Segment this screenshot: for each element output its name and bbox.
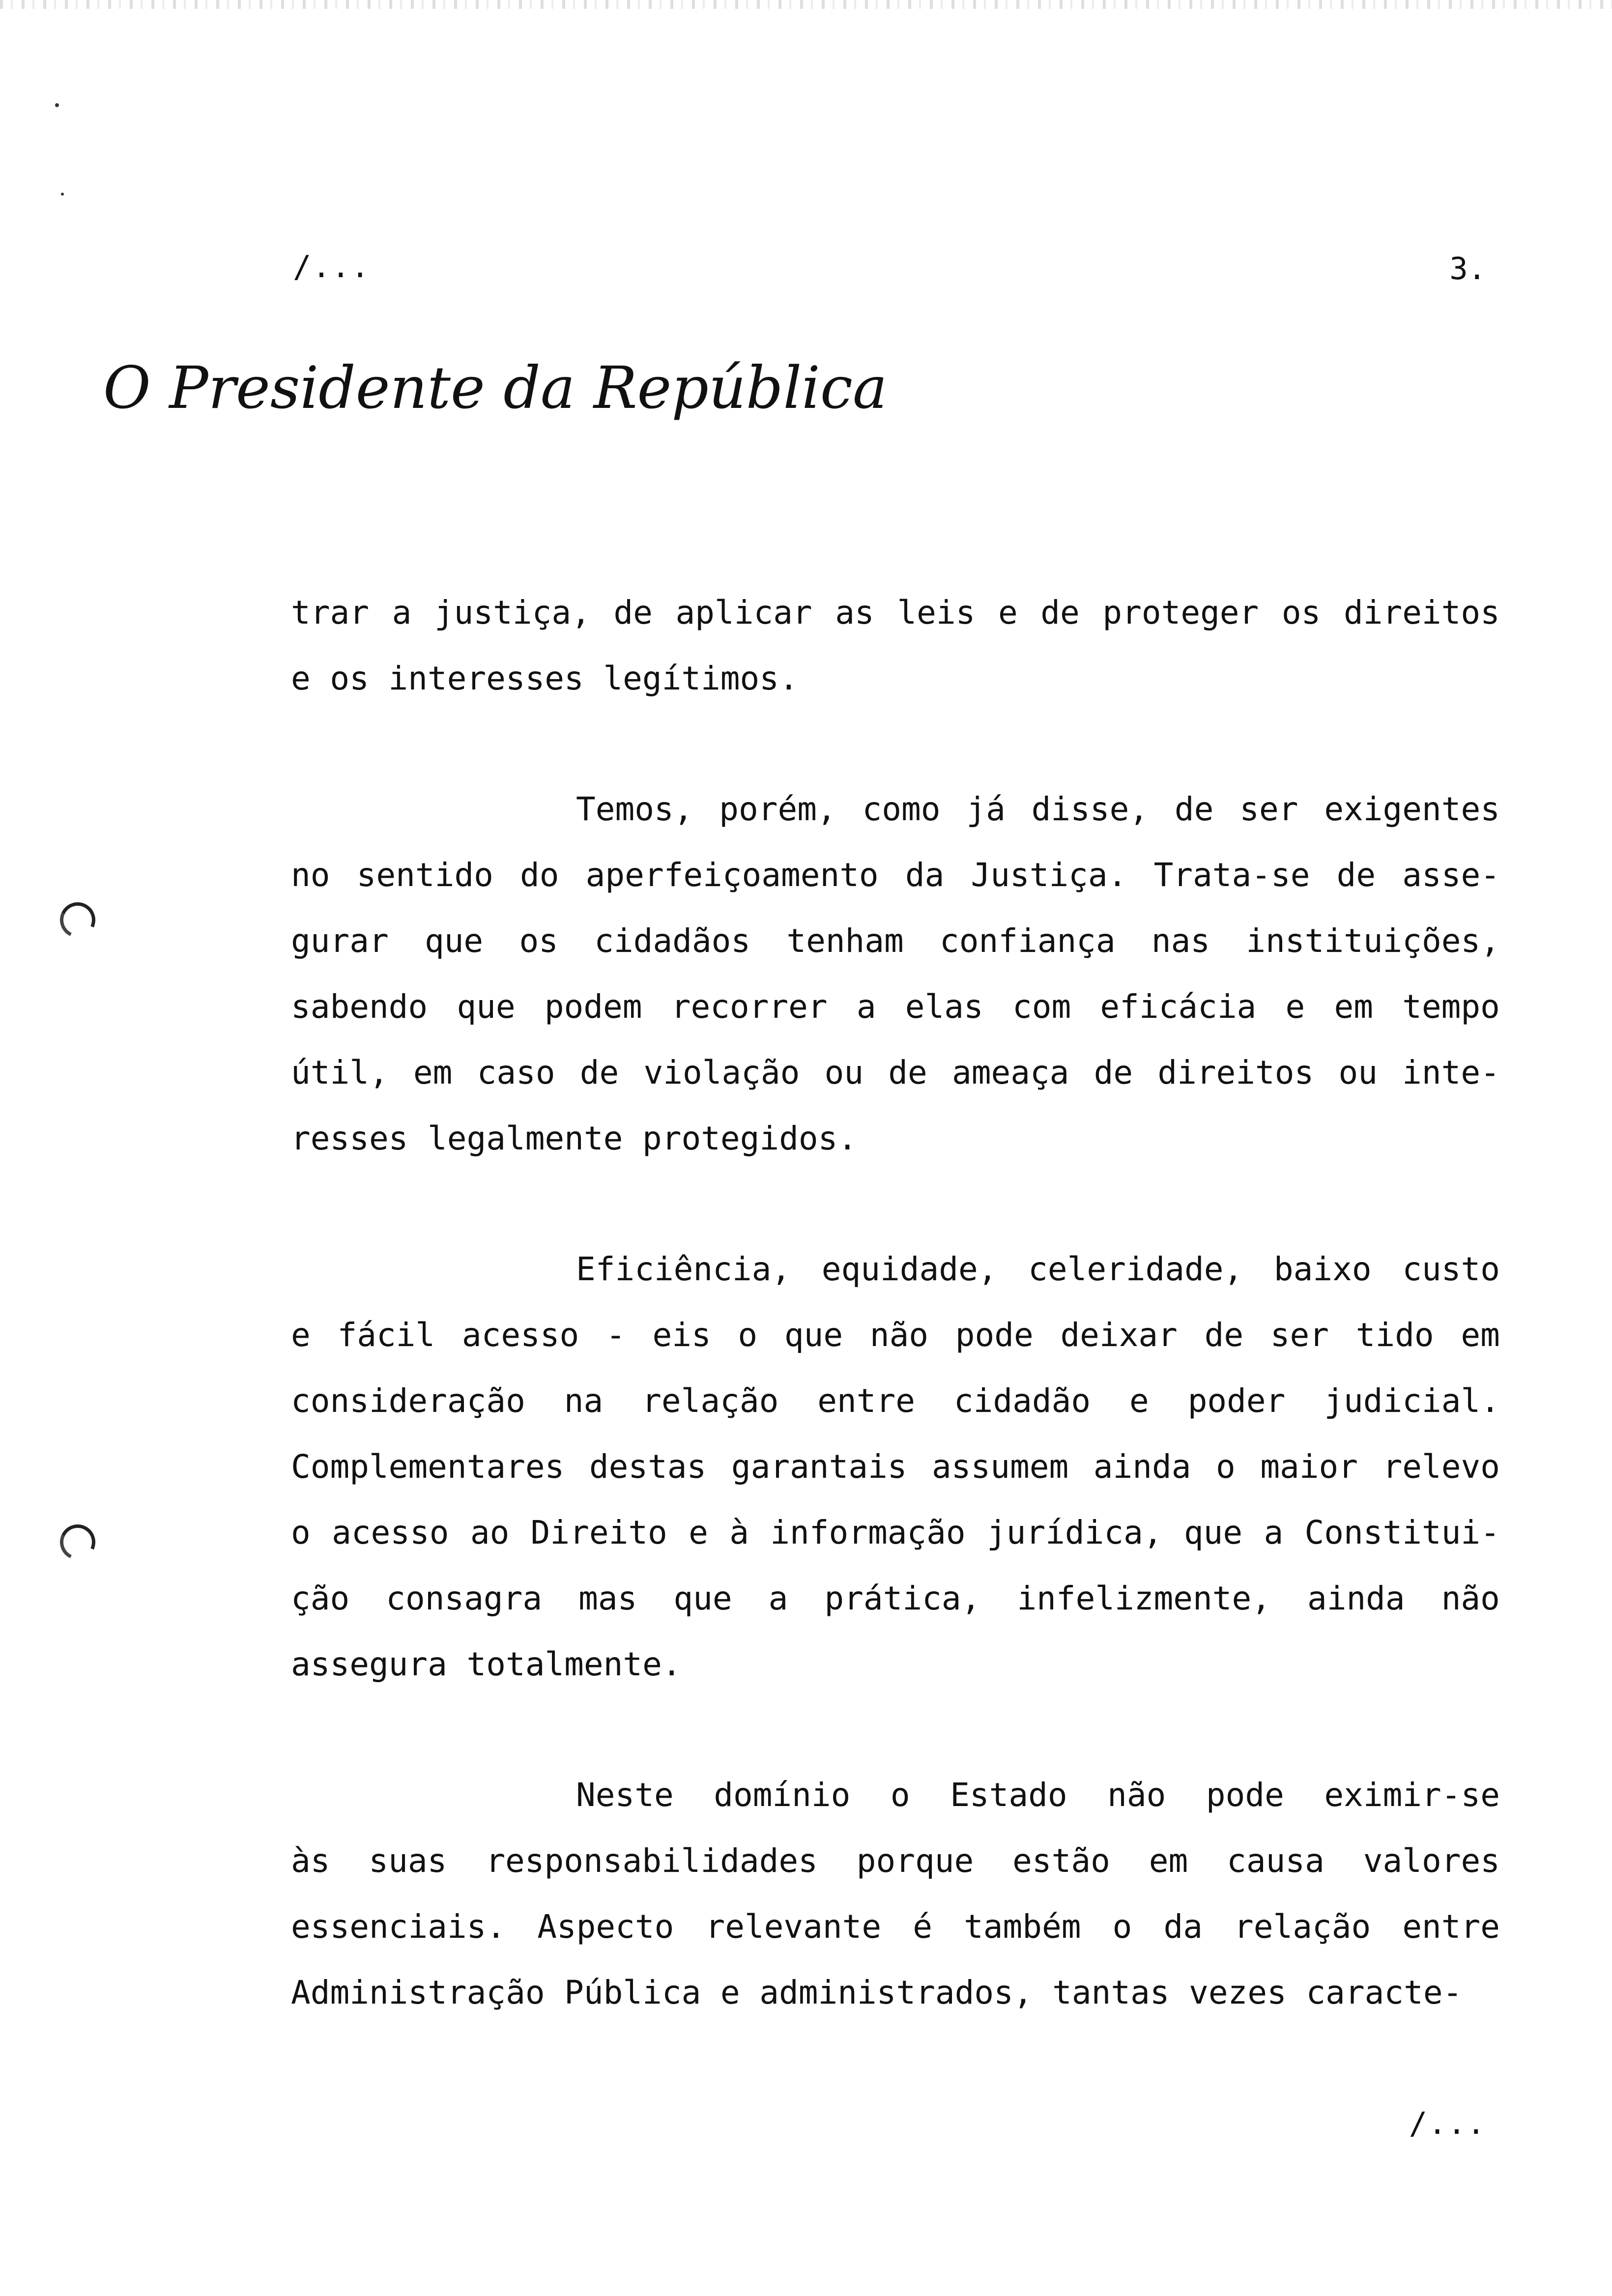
scan-speck <box>61 193 64 196</box>
text-line: ção consagra mas que a prática, infelizmente, ainda não <box>291 1579 1500 1617</box>
text-line: Neste domínio o Estado não pode eximir-se <box>576 1776 1500 1814</box>
text-line: sabendo que podem recorrer a elas com eficácia e em tempo <box>291 988 1500 1026</box>
letterhead-text: O Presidente da República <box>103 354 888 422</box>
paragraph-2 <box>291 776 1500 1172</box>
scan-top-edge <box>0 0 1612 9</box>
paragraph-4 <box>291 1762 1500 2026</box>
paragraph-3 <box>291 1236 1500 1697</box>
page-number: 3. <box>1449 251 1486 287</box>
text-line: útil, em caso de violação ou de ameaça de direitos ou inte- <box>291 1054 1500 1091</box>
text-line: Eficiência, equidade, celeridade, baixo custo <box>576 1250 1500 1288</box>
continuation-mark-bottom: /... <box>1409 2105 1486 2141</box>
punch-hole-lower <box>55 1520 100 1565</box>
text-line: o acesso ao Direito e à informação jurídica, que a Constitui- <box>291 1514 1500 1551</box>
text-line: e os interesses legítimos. <box>291 660 799 697</box>
letter-body <box>291 580 1500 2091</box>
continuation-mark-top: /... <box>293 249 371 285</box>
punch-hole-upper <box>55 897 100 943</box>
text-line: assegura totalmente. <box>291 1645 682 1683</box>
scan-speck <box>55 103 59 107</box>
text-line: Complementares destas garantais assumem ainda o maior relevo <box>291 1448 1500 1486</box>
text-line: às suas responsabilidades porque estão em causa valores <box>291 1842 1500 1880</box>
text-line: consideração na relação entre cidadão e poder judicial. <box>291 1382 1500 1420</box>
text-line: e fácil acesso - eis o que não pode deixar de ser tido em <box>291 1316 1500 1354</box>
text-line: resses legalmente protegidos. <box>291 1119 858 1157</box>
text-line: trar a justiça, de aplicar as leis e de proteger os direitos <box>291 594 1500 631</box>
text-line: essenciais. Aspecto relevante é também o da relação entre <box>291 1908 1500 1946</box>
text-line: no sentido do aperfeiçoamento da Justiça. Trata-se de asse- <box>291 856 1500 894</box>
text-line: Administração Pública e administrados, tantas vezes caracte- <box>291 1974 1463 2011</box>
paragraph-1 <box>291 580 1500 712</box>
letterhead-presidente-da-republica <box>98 344 888 437</box>
text-line: Temos, porém, como já disse, de ser exigentes <box>576 790 1500 828</box>
text-line: gurar que os cidadãos tenham confiança nas instituições, <box>291 922 1500 960</box>
